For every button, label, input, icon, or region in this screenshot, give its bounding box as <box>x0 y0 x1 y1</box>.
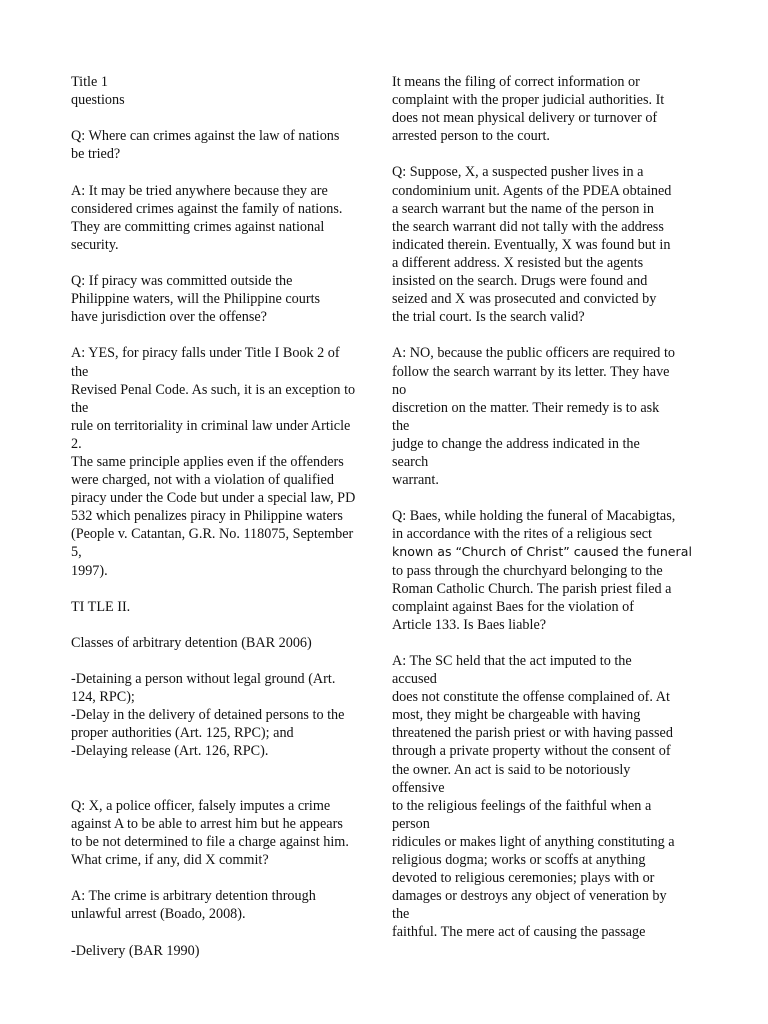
text-line: no <box>392 381 407 398</box>
text-line: 124, RPC); <box>71 689 135 706</box>
text-line: TI TLE II. <box>71 598 131 615</box>
text-line: Title 1 <box>71 74 108 90</box>
text-line: indicated therein. Eventually, X was found but in <box>392 236 671 253</box>
text-line: security. <box>71 236 119 253</box>
text-line: the owner. An act is said to be notoriously <box>392 761 631 778</box>
text-line <box>71 254 376 272</box>
text-line: does not mean physical delivery or turnover of <box>392 110 658 127</box>
text-line: questions <box>71 92 125 109</box>
text-line: A: It may be tried anywhere because they are <box>71 182 328 199</box>
text-line: does not constitute the offense complained of. At <box>392 689 670 706</box>
text-line: A: The crime is arbitrary detention through <box>71 888 316 905</box>
text-line: judge to change the address indicated in the <box>392 435 640 452</box>
text-line: to be not determined to file a charge against him. <box>71 833 349 850</box>
text-line <box>71 616 376 634</box>
text-line: Q: X, a police officer, falsely imputes a crime <box>71 797 331 814</box>
text-line: threatened the parish priest or with having passed <box>392 725 673 742</box>
text-line: to the religious feelings of the faithful when a <box>392 797 652 814</box>
text-line: the <box>392 906 410 923</box>
text-line: warrant. <box>392 472 439 489</box>
text-line: Q: If piracy was committed outside the <box>71 273 293 290</box>
text-line: complaint with the proper judicial authorities. It <box>392 92 665 109</box>
text-line: -Delaying release (Art. 126, RPC). <box>71 743 269 760</box>
text-line: Q: Suppose, X, a suspected pusher lives in a <box>392 164 644 181</box>
text-line: to pass through the churchyard belonging to the <box>392 562 663 579</box>
text-line: Article 133. Is Baes liable? <box>392 616 547 633</box>
text-line: the trial court. Is the search valid? <box>392 309 585 326</box>
text-line: condominium unit. Agents of the PDEA obtained <box>392 182 672 199</box>
text-line: person <box>392 815 430 832</box>
text-line: Revised Penal Code. As such, it is an exception to <box>71 381 356 398</box>
text-line: They are committing crimes against national <box>71 218 325 235</box>
text-line <box>71 761 376 779</box>
text-line: known as “Church of Christ” caused the funeral <box>392 544 692 560</box>
text-line: piracy under the Code but under a special law, PD <box>71 490 356 507</box>
text-line: the <box>71 399 89 416</box>
text-line: be tried? <box>71 146 121 163</box>
text-line: a search warrant but the name of the person in <box>392 200 654 217</box>
text-line: follow the search warrant by its letter. They have <box>392 363 670 380</box>
text-line <box>392 145 698 163</box>
text-line: A: YES, for piracy falls under Title I Book 2 of <box>71 345 340 362</box>
text-line: damages or destroys any object of veneration by <box>392 888 667 905</box>
text-line: through a private property without the consent of <box>392 743 671 760</box>
text-line: Classes of arbitrary detention (BAR 2006) <box>71 634 312 651</box>
text-line: -Detaining a person without legal ground (Art. <box>71 671 336 688</box>
text-line: have jurisdiction over the offense? <box>71 309 267 326</box>
text-line <box>71 779 376 797</box>
text-line: complaint against Baes for the violation of <box>392 598 634 615</box>
text-line <box>392 942 698 960</box>
text-line <box>71 326 376 344</box>
text-line: Q: Where can crimes against the law of nations <box>71 128 340 145</box>
text-line: accused <box>392 671 437 688</box>
text-line: proper authorities (Art. 125, RPC); and <box>71 725 294 742</box>
text-line: religious dogma; works or scoffs at anything <box>392 852 646 869</box>
text-line: 5, <box>71 544 82 561</box>
text-line: Q: Baes, while holding the funeral of Macabigtas, <box>392 508 676 525</box>
text-line: What crime, if any, did X commit? <box>71 852 269 869</box>
text-line: against A to be able to arrest him but he appears <box>71 815 343 832</box>
text-line <box>71 580 376 598</box>
text-line: A: The SC held that the act imputed to the <box>392 653 632 669</box>
text-line <box>71 163 376 181</box>
text-line: the <box>392 417 410 434</box>
text-line: Roman Catholic Church. The parish priest filed a <box>392 580 672 597</box>
text-line: insisted on the search. Drugs were found and <box>392 273 648 290</box>
text-line: (People v. Catantan, G.R. No. 118075, September <box>71 526 354 543</box>
text-line: discretion on the matter. Their remedy is to ask <box>392 399 660 416</box>
text-line: offensive <box>392 779 445 796</box>
text-line: a different address. X resisted but the agents <box>392 254 644 271</box>
text-line: most, they might be chargeable with having <box>392 707 641 724</box>
text-line <box>71 923 376 941</box>
left-text-column <box>71 73 376 960</box>
text-line: seized and X was prosecuted and convicted by <box>392 291 657 308</box>
text-line: search <box>392 453 429 470</box>
text-line: -Delivery (BAR 1990) <box>71 942 200 959</box>
text-line: considered crimes against the family of nations. <box>71 200 343 217</box>
text-line: It means the filing of correct information or <box>392 74 640 90</box>
text-line: arrested person to the court. <box>392 128 550 145</box>
text-line: -Delay in the delivery of detained persons to the <box>71 707 345 724</box>
text-line: 1997). <box>71 562 108 579</box>
text-line <box>71 109 376 127</box>
text-line: 2. <box>71 435 82 452</box>
text-line: The same principle applies even if the offenders <box>71 453 344 470</box>
text-line: the search warrant did not tally with the address <box>392 218 664 235</box>
text-line: in accordance with the rites of a religious sect <box>392 526 653 543</box>
text-line <box>71 869 376 887</box>
text-line: 532 which penalizes piracy in Philippine waters <box>71 508 343 525</box>
text-line: devoted to religious ceremonies; plays with or <box>392 870 655 887</box>
text-line <box>392 326 698 344</box>
text-line <box>71 652 376 670</box>
right-text-column <box>392 73 698 960</box>
text-line: unlawful arrest (Boado, 2008). <box>71 906 246 923</box>
text-line: Philippine waters, will the Philippine courts <box>71 291 321 308</box>
text-line: the <box>71 363 89 380</box>
text-line: faithful. The mere act of causing the passage <box>392 924 646 941</box>
text-line <box>392 489 698 507</box>
text-line: A: NO, because the public officers are required to <box>392 345 675 362</box>
text-line: ridicules or makes light of anything constituting a <box>392 833 675 850</box>
text-line: rule on territoriality in criminal law under Article <box>71 417 351 434</box>
text-line <box>392 634 698 652</box>
text-line: were charged, not with a violation of qualified <box>71 472 334 489</box>
